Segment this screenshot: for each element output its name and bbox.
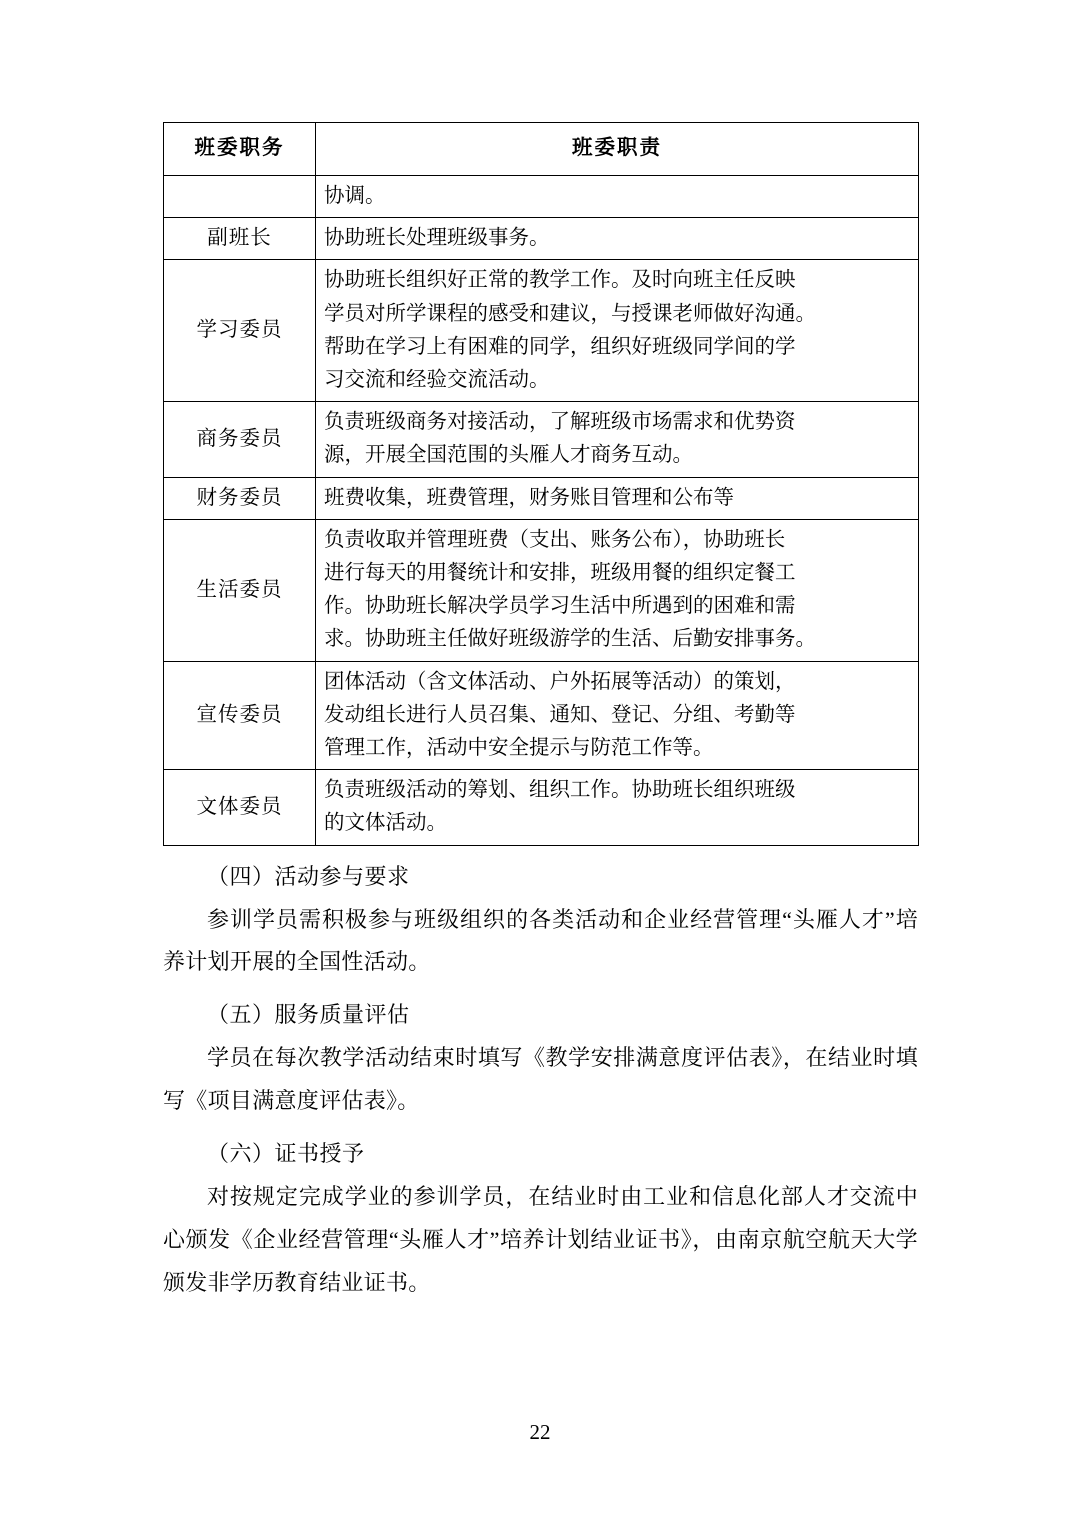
class-committee-duty-table — [163, 122, 919, 846]
cell-role: 宣传委员 — [164, 661, 316, 770]
section-heading-4: （四）活动参与要求 — [207, 863, 410, 889]
table-row — [164, 402, 919, 477]
duty-line: 的文体活动。 — [324, 812, 447, 835]
section-heading-6: （六）证书授予 — [207, 1141, 365, 1166]
cell-duty — [316, 770, 919, 845]
duty-line: 协助班长处理班级事务。 — [324, 227, 550, 250]
cell-role: 生活委员 — [164, 519, 316, 661]
column-header-role: 班委职务 — [164, 123, 316, 176]
cell-duty — [316, 402, 919, 477]
table-body — [164, 176, 919, 846]
duty-line: 协助班长组织好正常的教学工作。及时向班主任反映 — [324, 269, 796, 292]
duty-line: 协调。 — [324, 185, 386, 207]
section-heading-5: （五）服务质量评估 — [207, 1002, 410, 1028]
cell-role — [164, 176, 316, 218]
cell-role: 文体委员 — [164, 770, 316, 845]
cell-duty — [316, 218, 919, 260]
table-header — [164, 123, 919, 176]
duty-line: 管理工作，活动中安全提示与防范工作等。 — [324, 737, 714, 760]
duty-line: 负责班级活动的筹划、组织工作。协助班长组织班级 — [324, 779, 796, 802]
duty-line: 学员对所学课程的感受和建议，与授课老师做好沟通。 — [324, 302, 816, 325]
table-row — [164, 218, 919, 260]
duty-line: 习交流和经验交流活动。 — [324, 369, 550, 392]
cell-duty — [316, 260, 919, 402]
duty-line: 源，开展全国范围的头雁人才商务互动。 — [324, 444, 693, 467]
cell-duty — [316, 477, 919, 519]
cell-role: 财务委员 — [164, 477, 316, 519]
table-row — [164, 260, 919, 402]
table-row — [164, 770, 919, 845]
table-row — [164, 519, 919, 661]
cell-duty — [316, 661, 919, 770]
duty-line: 班费收集，班费管理，财务账目管理和公布等 — [324, 486, 734, 509]
table-row — [164, 477, 919, 519]
duty-line: 求。协助班主任做好班级游学的生活、后勤安排事务。 — [324, 628, 816, 651]
duty-line: 进行每天的用餐统计和安排，班级用餐的组织定餐工 — [324, 562, 796, 585]
page-number: 22 — [529, 1420, 551, 1444]
section-paragraph-5: 学员在每次教学活动结束时填写《教学安排满意度评估表》，在结业时填写《项目满意度评估表》。 — [163, 1045, 918, 1114]
table-row — [164, 176, 919, 218]
page-content — [163, 122, 918, 1305]
cell-role: 副班长 — [164, 218, 316, 260]
duty-line: 作。协助班长解决学员学习生活中所遇到的困难和需 — [324, 595, 796, 618]
section-paragraph-6: 对按规定完成学业的参训学员，在结业时由工业和信息化部人才交流中心颁发《企业经营管理“头雁人才”培养计划结业证书》，由南京航空航天大学颁发非学历教育结业证书。 — [163, 1183, 918, 1295]
duty-line: 团体活动（含文体活动、户外拓展等活动）的策划， — [324, 670, 796, 693]
cell-duty — [316, 176, 919, 218]
duty-line: 发动组长进行人员召集、通知、登记、分组、考勤等 — [324, 703, 796, 726]
table-row — [164, 661, 919, 770]
table-header-row — [164, 123, 919, 176]
cell-duty — [316, 519, 919, 661]
section-paragraph-4: 参训学员需积极参与班级组织的各类活动和企业经营管理“头雁人才”培养计划开展的全国性活动。 — [163, 906, 918, 975]
cell-role: 商务委员 — [164, 402, 316, 477]
duty-line: 帮助在学习上有困难的同学，组织好班级同学间的学 — [324, 335, 796, 358]
duty-line: 负责班级商务对接活动，了解班级市场需求和优势资 — [324, 411, 796, 434]
column-header-duty: 班委职责 — [316, 123, 919, 176]
cell-role: 学习委员 — [164, 260, 316, 402]
duty-line: 负责收取并管理班费（支出、账务公布），协助班长 — [324, 528, 786, 551]
